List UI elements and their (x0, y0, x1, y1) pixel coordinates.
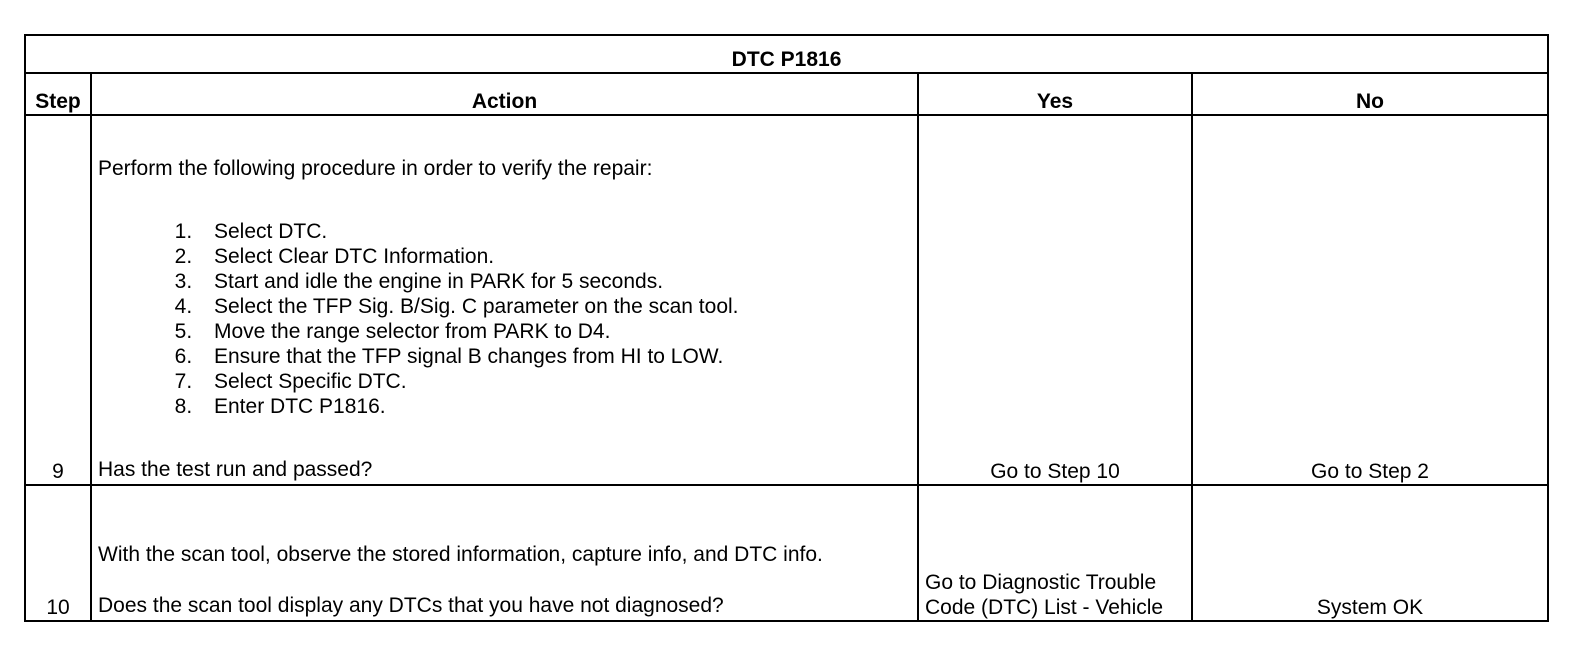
procedure-step: 8. Enter DTC P1816. (198, 394, 911, 419)
action-intro: Perform the following procedure in order to verify the repair: (98, 157, 653, 180)
action-question: Does the scan tool display any DTCs that you have not diagnosed? (98, 594, 724, 617)
procedure-list (98, 219, 911, 419)
header-yes: Yes (918, 73, 1192, 115)
yes-result: Go to Step 10 (918, 115, 1192, 485)
procedure-step: 3. Start and idle the engine in PARK for 5 seconds. (198, 269, 911, 294)
procedure-step: 7. Select Specific DTC. (198, 369, 911, 394)
yes-result: Go to Diagnostic Trouble Code (DTC) List - Vehicle (918, 485, 1192, 621)
procedure-step: 5. Move the range selector from PARK to D4. (198, 319, 911, 344)
table-title: DTC P1816 (25, 35, 1548, 73)
procedure-step: 1. Select DTC. (198, 219, 911, 244)
action-question: Has the test run and passed? (98, 458, 373, 481)
procedure-step: 2. Select Clear DTC Information. (198, 244, 911, 269)
header-no: No (1192, 73, 1548, 115)
header-action: Action (91, 73, 918, 115)
action-cell (91, 115, 918, 485)
dtc-table (24, 34, 1549, 622)
action-intro: With the scan tool, observe the stored information, capture info, and DTC info. (98, 543, 823, 566)
table-title-row (25, 35, 1548, 73)
step-number: 10 (25, 485, 91, 621)
table-row-step-10 (25, 485, 1548, 621)
procedure-step: 4. Select the TFP Sig. B/Sig. C parameter on the scan tool. (198, 294, 911, 319)
table-row-step-9 (25, 115, 1548, 485)
step-number: 9 (25, 115, 91, 485)
table-header-row (25, 73, 1548, 115)
procedure-step: 6. Ensure that the TFP signal B changes from HI to LOW. (198, 344, 911, 369)
no-result: System OK (1192, 485, 1548, 621)
header-step: Step (25, 73, 91, 115)
no-result: Go to Step 2 (1192, 115, 1548, 485)
action-cell (91, 485, 918, 621)
